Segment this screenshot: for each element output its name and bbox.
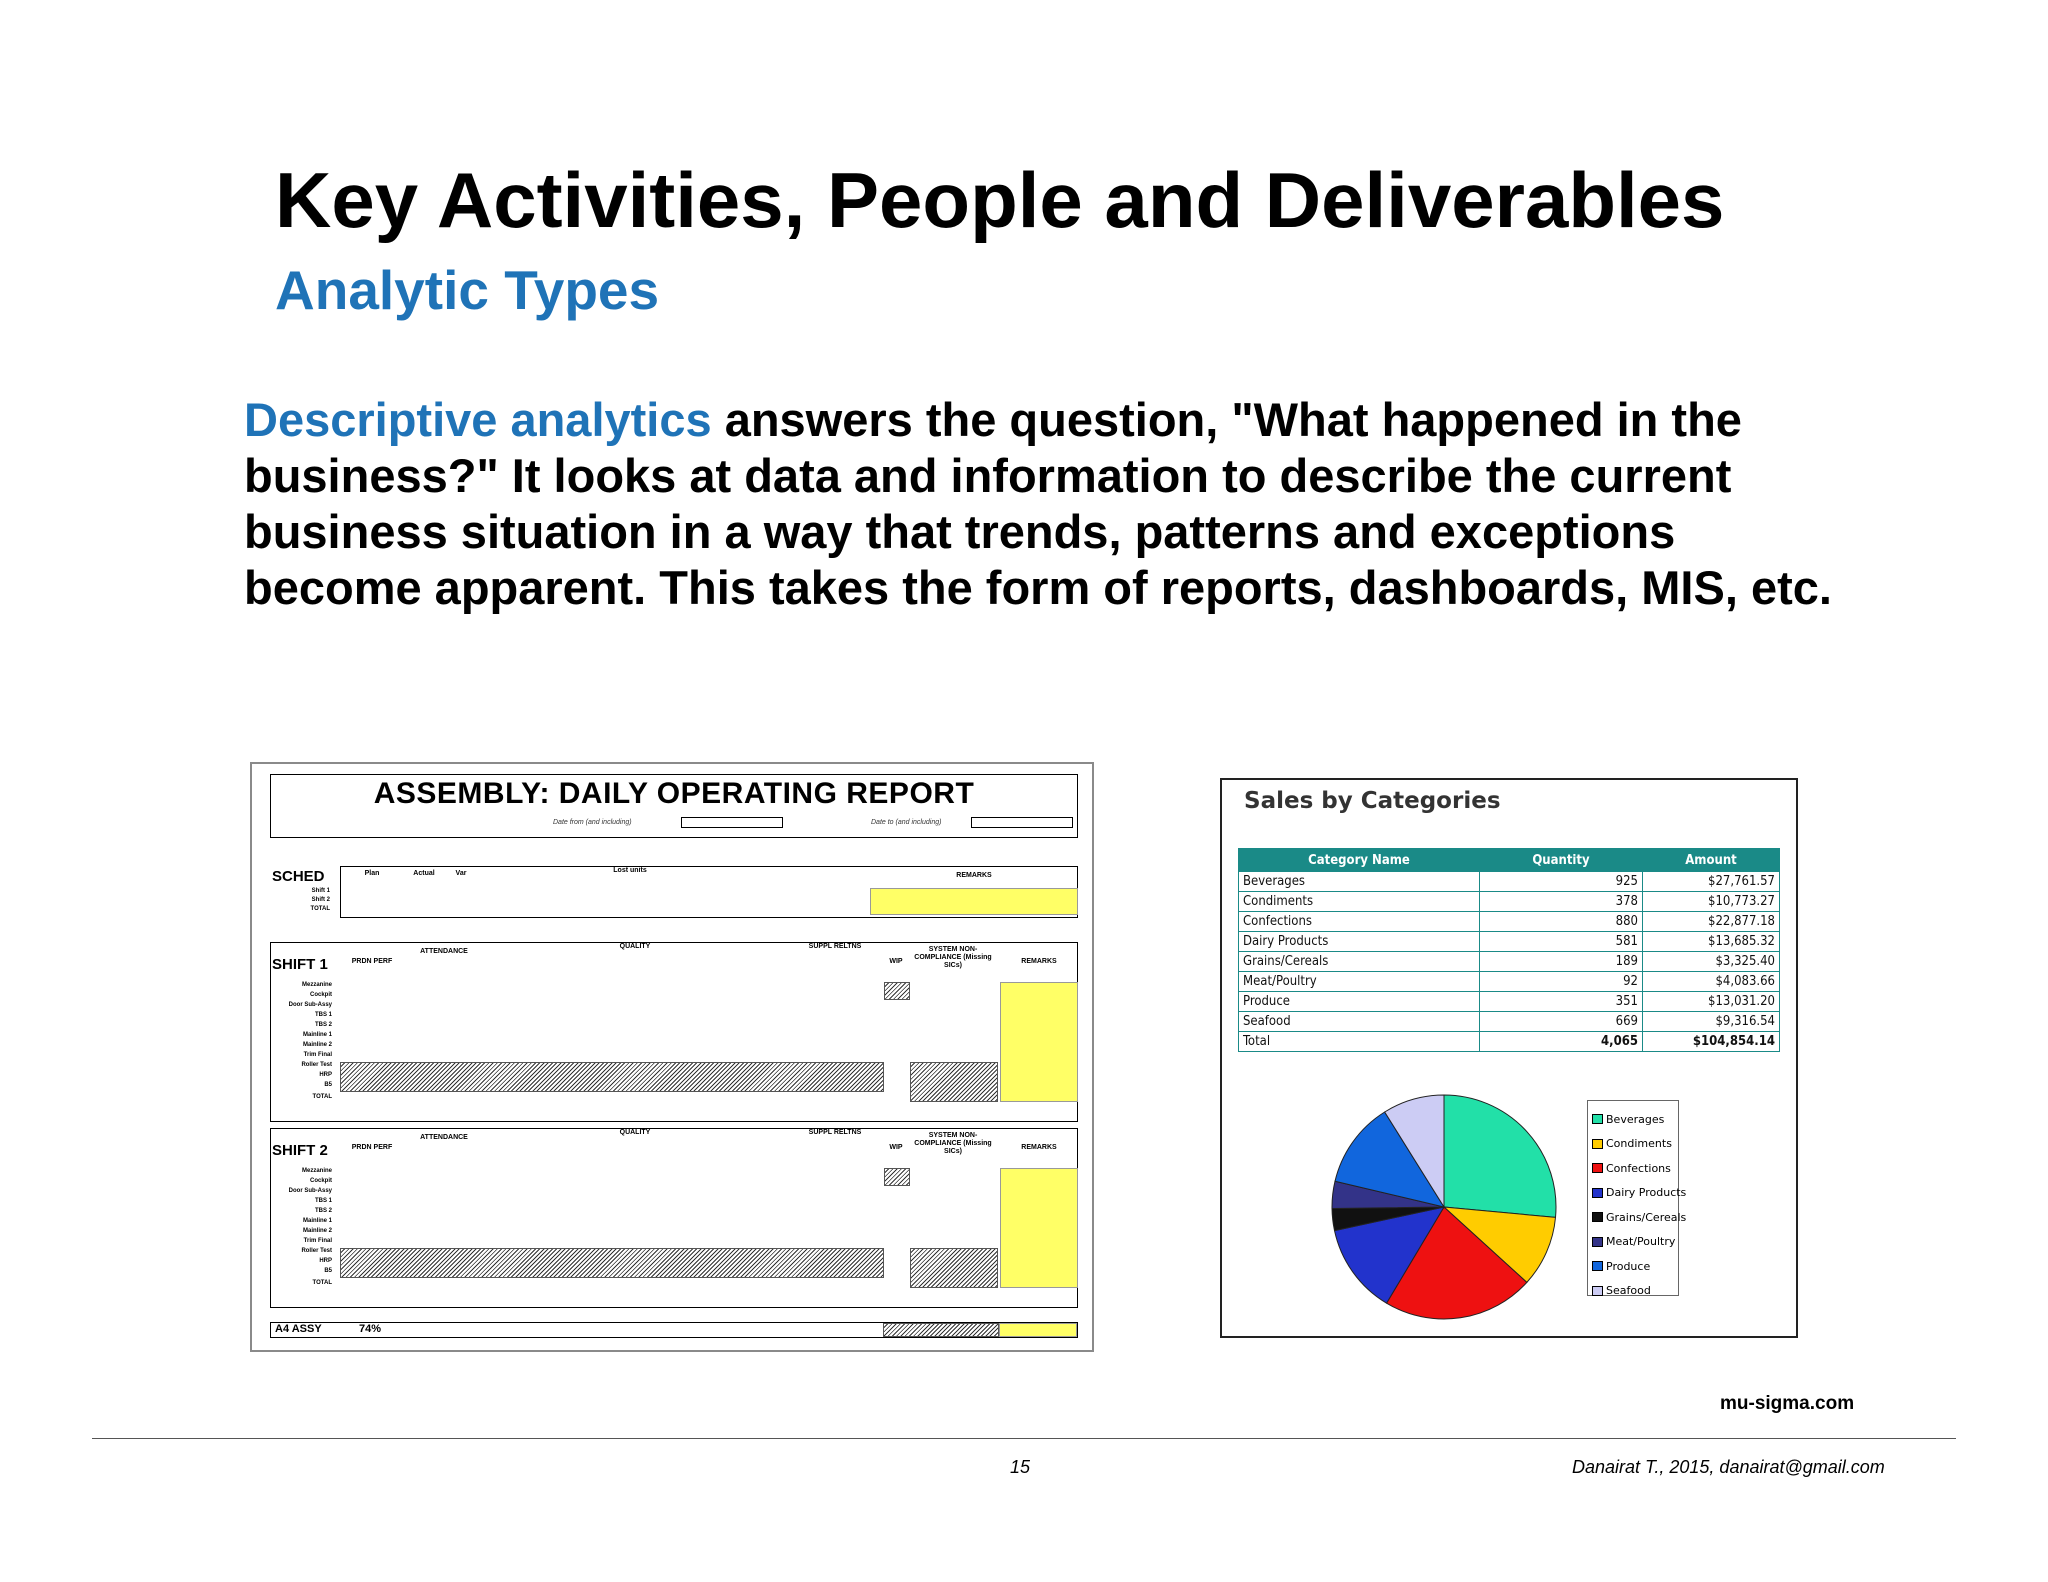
cell-category: Confections xyxy=(1239,912,1480,932)
shift1-hatch-rows xyxy=(340,1062,884,1092)
shift1-system-hatch xyxy=(910,1062,998,1102)
table-row xyxy=(1239,992,1780,1012)
assembly-report-image xyxy=(250,762,1094,1352)
legend-swatch xyxy=(1592,1163,1603,1173)
cell-quantity: 351 xyxy=(1480,992,1643,1012)
shift2-wip-header: WIP xyxy=(889,1144,903,1151)
shift2-row-4: TBS 2 xyxy=(314,1208,332,1214)
shift1-row-9: HRP xyxy=(319,1072,332,1078)
cell-quantity: 880 xyxy=(1480,912,1643,932)
shift1-quality-header: QUALITY xyxy=(619,943,651,950)
sched-remarks-header: REMARKS xyxy=(956,872,992,879)
shift1-suppl-header: SUPPL RELTNS xyxy=(808,943,862,950)
page-number: 15 xyxy=(1010,1457,1031,1477)
shift2-row-6: Mainline 2 xyxy=(302,1228,332,1234)
shift2-system-header: SYSTEM NON-COMPLIANCE (Missing SICs) xyxy=(914,1132,992,1155)
slide-title: Key Activities, People and Deliverables xyxy=(275,156,1725,244)
legend-label: Produce xyxy=(1606,1259,1651,1273)
shift1-system-header: SYSTEM NON-COMPLIANCE (Missing SICs) xyxy=(914,946,992,969)
legend-swatch xyxy=(1592,1212,1603,1222)
table-total-row xyxy=(1239,1032,1780,1052)
shift2-remarks-cells xyxy=(1000,1168,1078,1288)
shift1-row-3: TBS 1 xyxy=(314,1012,332,1018)
sched-plan-header: Plan xyxy=(364,870,380,877)
header-quantity: Quantity xyxy=(1480,849,1643,872)
cell-quantity: 92 xyxy=(1480,972,1643,992)
shift1-attendance-header: ATTENDANCE xyxy=(420,948,468,955)
cell-category: Dairy Products xyxy=(1239,932,1480,952)
legend-item xyxy=(1592,1279,1674,1304)
legend-label: Seafood xyxy=(1606,1284,1651,1298)
author-credit: Danairat T., 2015, danairat@gmail.com xyxy=(1572,1457,1885,1477)
body-text: answers the question, "What happened in the business?" It looks at data and information to describe the current business situation in a way that trends, patterns and exceptions become apparent. This takes the form of reports, dashboards, MIS, etc. xyxy=(244,393,1832,614)
cell-amount: $13,685.32 xyxy=(1643,932,1780,952)
shift2-section xyxy=(270,1128,1078,1308)
shift2-label: SHIFT 2 xyxy=(272,1142,328,1159)
shift1-wip-header: WIP xyxy=(889,958,903,965)
slide-subtitle: Analytic Types xyxy=(275,259,660,321)
shift2-remarks-header: REMARKS xyxy=(1021,1144,1057,1151)
cell-category: Meat/Poultry xyxy=(1239,972,1480,992)
legend-swatch xyxy=(1592,1286,1603,1296)
cell-quantity: 378 xyxy=(1480,892,1643,912)
brand-label: mu-sigma.com xyxy=(1720,1393,1855,1414)
legend-label: Confections xyxy=(1606,1161,1671,1175)
shift2-row-11: TOTAL xyxy=(312,1280,332,1286)
shift2-wip-hatch xyxy=(884,1168,910,1186)
shift2-row-1: Cockpit xyxy=(309,1178,332,1184)
date-to-box xyxy=(971,817,1073,828)
legend-label: Condiments xyxy=(1606,1137,1672,1151)
a4-hatch xyxy=(883,1323,999,1337)
cell-total-quantity: 4,065 xyxy=(1480,1032,1643,1052)
shift1-row-0: Mezzanine xyxy=(301,982,332,988)
cell-amount: $10,773.27 xyxy=(1643,892,1780,912)
table-row xyxy=(1239,972,1780,992)
body-highlight: Descriptive analytics xyxy=(244,393,712,446)
a4-assy-row xyxy=(270,1322,1078,1338)
table-row xyxy=(1239,932,1780,952)
cell-amount: $9,316.54 xyxy=(1643,1012,1780,1032)
cell-amount: $3,325.40 xyxy=(1643,952,1780,972)
date-from-label: Date from (and including) xyxy=(553,819,632,826)
shift1-row-6: Mainline 2 xyxy=(302,1042,332,1048)
sales-title: Sales by Categories xyxy=(1244,788,1501,814)
shift1-row-10: B5 xyxy=(324,1082,332,1088)
legend-label: Meat/Poultry xyxy=(1606,1235,1676,1249)
sales-pie-chart xyxy=(1322,1085,1566,1329)
legend-swatch xyxy=(1592,1139,1603,1149)
cell-category: Condiments xyxy=(1239,892,1480,912)
shift2-hatch-rows xyxy=(340,1248,884,1278)
a4-remarks-cell xyxy=(999,1323,1077,1337)
pie-slice-beverages xyxy=(1444,1095,1556,1217)
cell-quantity: 669 xyxy=(1480,1012,1643,1032)
shift2-prdn-header: PRDN PERF xyxy=(351,1144,393,1151)
lost-units-header: Lost units xyxy=(613,867,647,874)
sched-row-total: TOTAL xyxy=(310,906,330,912)
legend-item xyxy=(1592,1132,1674,1157)
sched-actual-header: Actual xyxy=(413,870,435,877)
footer-divider xyxy=(92,1438,1956,1439)
shift2-attendance-header: ATTENDANCE xyxy=(420,1134,468,1141)
shift2-row-2: Door Sub-Assy xyxy=(288,1188,332,1194)
table-row xyxy=(1239,952,1780,972)
shift1-prdn-header: PRDN PERF xyxy=(351,958,393,965)
legend-item xyxy=(1592,1156,1674,1181)
date-from-box xyxy=(681,817,783,828)
legend-label: Grains/Cereals xyxy=(1606,1210,1687,1224)
pie-legend xyxy=(1587,1100,1687,1298)
report-title-box xyxy=(270,774,1078,838)
cell-total-label: Total xyxy=(1239,1032,1480,1052)
legend-item xyxy=(1592,1205,1687,1230)
cell-category: Seafood xyxy=(1239,1012,1480,1032)
shift2-suppl-header: SUPPL RELTNS xyxy=(808,1129,862,1136)
table-row xyxy=(1239,892,1780,912)
shift1-row-5: Mainline 1 xyxy=(302,1032,332,1038)
sales-by-categories-image xyxy=(1220,778,1798,1338)
report-title: ASSEMBLY: DAILY OPERATING REPORT xyxy=(373,777,975,810)
legend-item xyxy=(1592,1254,1674,1279)
shift2-row-8: Roller Test xyxy=(301,1248,332,1254)
cell-category: Beverages xyxy=(1239,872,1480,892)
cell-category: Grains/Cereals xyxy=(1239,952,1480,972)
legend-swatch xyxy=(1592,1261,1603,1271)
cell-amount: $4,083.66 xyxy=(1643,972,1780,992)
cell-quantity: 189 xyxy=(1480,952,1643,972)
shift1-section xyxy=(270,942,1078,1122)
shift1-remarks-header: REMARKS xyxy=(1021,958,1057,965)
shift1-row-11: TOTAL xyxy=(312,1094,332,1100)
shift1-row-2: Door Sub-Assy xyxy=(288,1002,332,1008)
shift1-label: SHIFT 1 xyxy=(272,956,328,973)
sched-row-shift1: Shift 1 xyxy=(311,888,330,894)
sched-label: SCHED xyxy=(272,868,325,885)
shift2-row-9: HRP xyxy=(319,1258,332,1264)
legend-item xyxy=(1592,1107,1674,1132)
shift1-wip-hatch xyxy=(884,982,910,1000)
date-to-label: Date to (and including) xyxy=(871,819,942,826)
legend-item xyxy=(1592,1181,1687,1206)
table-row xyxy=(1239,872,1780,892)
shift2-row-3: TBS 1 xyxy=(314,1198,332,1204)
shift1-remarks-cells xyxy=(1000,982,1078,1102)
shift2-row-10: B5 xyxy=(324,1268,332,1274)
legend-swatch xyxy=(1592,1114,1603,1124)
legend-swatch xyxy=(1592,1237,1603,1247)
cell-amount: $22,877.18 xyxy=(1643,912,1780,932)
cell-quantity: 925 xyxy=(1480,872,1643,892)
a4-assy-value: 74% xyxy=(359,1323,382,1335)
shift2-row-7: Trim Final xyxy=(303,1238,332,1244)
shift1-row-1: Cockpit xyxy=(309,992,332,998)
table-row xyxy=(1239,1012,1780,1032)
cell-amount: $13,031.20 xyxy=(1643,992,1780,1012)
cell-total-amount: $104,854.14 xyxy=(1643,1032,1780,1052)
sales-table xyxy=(1238,848,1780,1052)
shift1-row-8: Roller Test xyxy=(301,1062,332,1068)
shift2-system-hatch xyxy=(910,1248,998,1288)
header-category: Category Name xyxy=(1239,849,1480,872)
legend-label: Dairy Products xyxy=(1606,1186,1687,1200)
legend-label: Beverages xyxy=(1606,1112,1665,1126)
shift1-row-4: TBS 2 xyxy=(314,1022,332,1028)
shift2-quality-header: QUALITY xyxy=(619,1129,651,1136)
sales-header-row xyxy=(1239,849,1780,872)
sched-row-shift2: Shift 2 xyxy=(311,897,330,903)
table-row xyxy=(1239,912,1780,932)
cell-category: Produce xyxy=(1239,992,1480,1012)
cell-quantity: 581 xyxy=(1480,932,1643,952)
sched-section xyxy=(270,866,1078,918)
cell-amount: $27,761.57 xyxy=(1643,872,1780,892)
sched-var-header: Var xyxy=(455,870,467,877)
shift2-row-5: Mainline 1 xyxy=(302,1218,332,1224)
header-amount: Amount xyxy=(1643,849,1780,872)
body-paragraph xyxy=(244,392,1844,616)
shift1-row-7: Trim Final xyxy=(303,1052,332,1058)
legend-swatch xyxy=(1592,1188,1603,1198)
sched-remarks-cells xyxy=(870,888,1078,915)
legend-item xyxy=(1592,1230,1674,1255)
shift2-row-0: Mezzanine xyxy=(301,1168,332,1174)
a4-assy-label: A4 ASSY xyxy=(275,1323,322,1335)
